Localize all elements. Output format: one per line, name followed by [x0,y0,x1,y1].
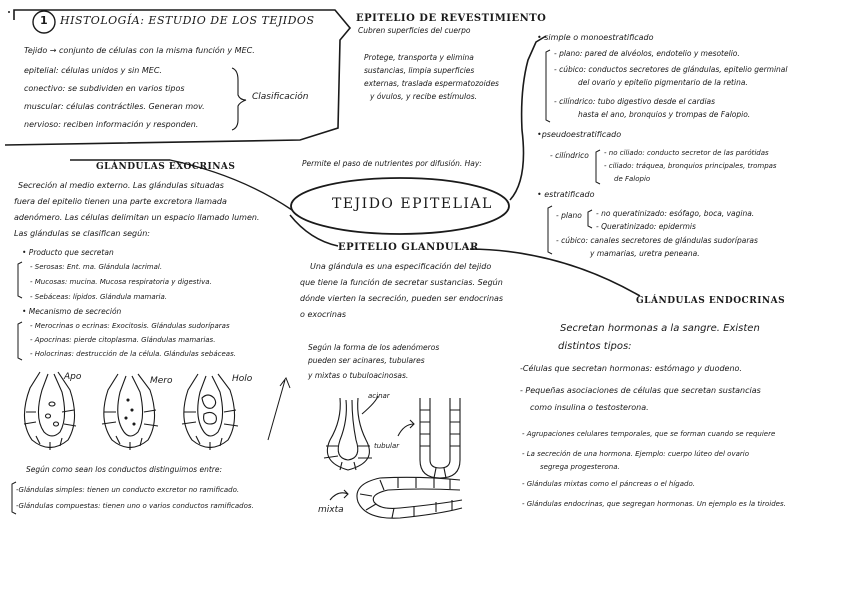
pseudo-cilindrico: - cilíndrico [550,151,589,160]
endocrinas-item-4-cont: segrega progesterona. [540,463,620,471]
endocrinas-item-3: - Agrupaciones celulares temporales, que se forman cuando se requiere [522,430,776,438]
producto-bracket [18,262,22,298]
pseudo-ciliado-cont: de Falopio [614,175,651,183]
adenomeros-text-2: pueden ser acinares, tubulares [308,356,425,365]
definition-conectivo: conectivo: se subdividen en varios tipos [24,84,185,93]
pseudo-ciliado: - ciliado: tráquea, bronquios principales, trompas [604,162,777,170]
tubular-gland-drawing [398,398,460,478]
endocrinas-title: GLÁNDULAS ENDOCRINAS [636,296,786,306]
strat-no-queratinizado: - no queratinizado: esófago, boca, vagina. [596,209,755,218]
mecanismo-merocrinas: - Merocrinas o ecrinas: Exocitosis. Glándulas sudoríparas [30,322,230,330]
conductos-compuestas: -Glándulas compuestas: tienen uno o varios conductos ramificados. [16,502,254,510]
glandular-text-4: o exocrinas [300,310,347,319]
endocrinas-intro-2: distintos tipos: [558,341,632,352]
classification-label: Clasificación [252,92,309,102]
mecanismo-heading: • Mecanismo de secreción [22,307,122,316]
classification-bracket [232,68,246,130]
producto-sebaceas: - Sebáceas: lípidos. Glándula mamaria. [30,293,167,301]
gland-label-mero: Mero [150,376,173,386]
mecanismo-apocrinas: - Apocrinas: pierde citoplasma. Glándulas mamarias. [30,336,216,344]
conductos-intro: Según como sean los conductos distinguimos entre: [26,465,223,474]
exocrinas-intro-1: Secreción al medio externo. Las glándulas situadas [18,181,224,190]
strat-bracket [548,206,552,254]
revestimiento-subtitle: Cubren superficies del cuerpo [358,26,471,35]
apocrine-gland-drawing [24,372,76,450]
revestimiento-desc-1: Protege, transporta y elimina [364,53,474,62]
glandular-text-2: que tiene la función de secretar sustancias. Según [300,278,503,287]
definition-tejido: Tejido → conjunto de células con la misma función y MEC. [24,46,255,55]
revestimiento-desc-2: sustancias, limpia superficies [364,66,475,75]
endocrinas-item-2: - Pequeñas asociaciones de células que secretan sustancias [520,386,761,395]
simple-cilindrico-cont: hasta el ano, bronquios y trompas de Falopio. [578,110,751,119]
gland-label-holo: Holo [232,374,253,384]
gland-label-apo: Apo [64,372,82,382]
simple-heading: • simple o monoestratificado [537,33,654,42]
adenomeros-text-1: Según la forma de los adenómeros [308,343,440,352]
mixed-gland-drawing [330,477,462,518]
acinar-gland-drawing [324,396,378,470]
page-title: HISTOLOGÍA: ESTUDIO DE LOS TEJIDOS [60,14,315,27]
revestimiento-desc-4: y óvulos, y recibe estímulos. [370,92,478,101]
producto-heading: • Producto que secretan [22,248,114,257]
endocrinas-intro-1: Secretan hormonas a la sangre. Existen [560,323,760,334]
revestimiento-title: EPITELIO DE REVESTIMIENTO [356,13,547,24]
exocrinas-intro-4: Las glándulas se clasifican según: [14,229,150,238]
simple-cubico: - cúbico: conductos secretores de glándulas, epitelio germinal [554,65,788,74]
pseudo-bracket [596,150,600,184]
plano-bracket [588,210,592,228]
definition-muscular: muscular: células contráctiles. Generan mov. [24,102,205,111]
conductos-simples: -Glándulas simples: tienen un conducto excretor no ramificado. [16,486,240,494]
simple-bracket [546,50,550,122]
strat-plano: - plano [556,211,582,220]
adenomeros-arrow [268,378,290,440]
exocrinas-title: GLÁNDULAS EXOCRINAS [96,162,236,172]
strat-heading: • estratificado [537,190,595,199]
strat-cubico: - cúbico: canales secretores de glándulas sudoríparas [556,236,758,245]
adenomeros-text-3: y mixtas o tubuloacinosas. [308,371,409,380]
center-note: Permite el paso de nutrientes por difusión. Hay: [302,159,482,168]
endocrinas-item-6: - Glándulas endocrinas, que segregan hormonas. Un ejemplo es la tiroides. [522,500,786,508]
header-number: 1 [40,14,48,27]
exocrinas-intro-2: fuera del epitelio tienen una parte excretora llamada [14,197,227,206]
endocrinas-item-2-cont: como insulina o testosterona. [530,403,649,412]
glandular-text-3: dónde vierten la secreción, pueden ser endocrinas [300,294,504,303]
diagram-label-mixta: mixta [318,505,344,515]
diagram-label-acinar: acinar [368,392,390,400]
holocrine-gland-drawing [182,374,238,450]
pseudo-no-ciliado: - no ciliado: conducto secretor de las parótidas [604,149,769,157]
endocrinas-item-1: -Células que secretan hormonas: estómago y duodeno. [520,364,742,373]
exocrinas-intro-3: adenómero. Las células delimitan un espacio llamado lumen. [14,213,260,222]
producto-mucosas: - Mucosas: mucina. Mucosa respiratoria y digestiva. [30,278,212,286]
producto-serosas: - Serosas: Ent. ma. Glándula lacrimal. [30,263,163,271]
strat-cubico-cont: y mamarias, uretra peneana. [590,249,700,258]
endocrinas-item-4: - La secreción de una hormona. Ejemplo: cuerpo lúteo del ovario [522,450,749,458]
center-title: TEJIDO EPITELIAL [332,196,493,212]
diagram-label-tubular: tubular [374,442,400,450]
mecanismo-holocrinas: - Holocrinas: destrucción de la célula. Glándulas sebáceas. [30,350,236,358]
pseudo-heading: •pseudoestratificado [537,130,622,139]
mecanismo-bracket [18,322,22,360]
line-to-revestimiento [510,36,546,200]
glandular-text-1: Una glándula es una especificación del tejido [310,262,492,271]
simple-cubico-cont: del ovario y epitelio pigmentario de la retina. [578,78,748,87]
glandular-title: EPITELIO GLANDULAR [338,242,479,253]
simple-cilindrico: - cilíndrico: tubo digestivo desde el cardias [554,97,716,106]
definition-epitelial: epitelial: células unidos y sin MEC. [24,66,162,75]
endocrinas-item-5: - Glándulas mixtas como el páncreas o el hígado. [522,480,695,488]
strat-queratinizado: - Queratinizado: epidermis [596,222,696,231]
simple-plano: - plano: pared de alvéolos, endotelio y mesotelio. [554,49,740,58]
definition-nervioso: nervioso: reciben información y responden. [24,120,199,129]
line-to-glandular [290,215,338,246]
revestimiento-desc-3: externas, traslada espermatozoides [364,79,499,88]
